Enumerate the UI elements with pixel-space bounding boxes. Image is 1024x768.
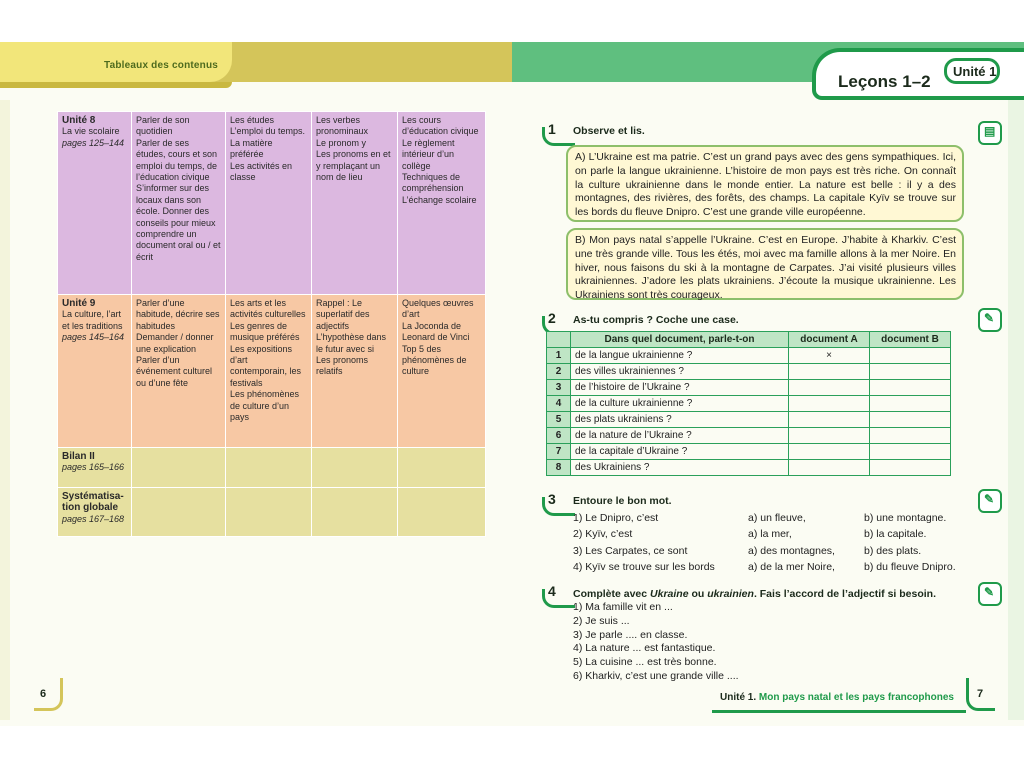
unit-pages: pages 125–144 xyxy=(62,137,125,148)
document-b-checkbox[interactable] xyxy=(870,444,951,460)
left-header-title: Tableaux des contenus xyxy=(104,60,219,71)
table-row xyxy=(547,364,951,380)
document-a-checkbox[interactable]: × xyxy=(789,348,870,364)
empty-cell xyxy=(312,448,398,488)
empty-cell xyxy=(398,488,486,537)
row-number: 5 xyxy=(547,412,571,428)
instruction-emphasis: ukrainien xyxy=(707,588,754,600)
question-item: 1) Le Dnipro, c’est xyxy=(573,512,659,524)
row-text: de la culture ukrainienne ? xyxy=(571,396,789,412)
left-header-underline xyxy=(0,82,232,88)
instruction-text: . Fais l’accord de l’adjectif si besoin. xyxy=(753,588,936,600)
row-number: 8 xyxy=(547,460,571,476)
document-b-checkbox[interactable] xyxy=(870,380,951,396)
grammar-cell: Rappel : Le superlatif des adjectifs L’hypothèse dans le futur avec si Les pronoms relatifs xyxy=(312,295,398,448)
document-a-checkbox[interactable] xyxy=(789,412,870,428)
question-item: 2) Kyïv, c’est xyxy=(573,528,633,541)
row-number: 3 xyxy=(547,380,571,396)
document-b-checkbox[interactable] xyxy=(870,428,951,444)
communication-cell: Parler de son quotidien Parler de ses études, cours et son emploi du temps, de l’éducation civique S’informer sur des locaux dans son école. Donner des conseils pour mieux comprendre un document oral ou / et écrit xyxy=(132,112,226,295)
document-a-checkbox[interactable] xyxy=(789,380,870,396)
table-row xyxy=(547,460,951,476)
document-b-checkbox[interactable] xyxy=(870,460,951,476)
unit-title: Unité 9 xyxy=(62,298,96,309)
row-text: de la nature de l’Ukraine ? xyxy=(571,428,789,444)
number-hook xyxy=(542,127,575,146)
culture-cell: Les cours d’éducation civique Le règlement intérieur d’un collège Techniques de compréhension L’échange scolaire xyxy=(398,112,486,295)
table-row-unit-9 xyxy=(58,295,486,448)
unit-cell xyxy=(58,488,132,537)
option-a[interactable]: a) des montagnes, xyxy=(748,544,835,557)
book-icon: ▤ xyxy=(978,121,1002,145)
exercise-number-label: 1 xyxy=(548,121,556,137)
question-item: 4) Kyïv se trouve sur les bords xyxy=(573,560,715,573)
unit-badge xyxy=(944,58,1000,84)
vocabulary-cell: Les études L’emploi du temps. La matière préférée Les activités en classe xyxy=(226,112,312,295)
row-text: des villes ukrainiennes ? xyxy=(571,364,789,380)
document-a-header: document A xyxy=(789,332,870,348)
list-item: 5) La cuisine ... est très bonne. xyxy=(573,656,717,669)
empty-cell xyxy=(226,488,312,537)
document-b-header: document B xyxy=(870,332,951,348)
unit-title: Bilan II xyxy=(62,451,95,462)
option-b[interactable]: b) des plats. xyxy=(864,544,922,557)
table-row xyxy=(547,428,951,444)
exercise-4-instruction xyxy=(573,588,936,600)
exercise-3-options-a xyxy=(748,510,835,575)
document-a-checkbox[interactable] xyxy=(789,428,870,444)
option-a[interactable]: a) la mer, xyxy=(748,528,792,541)
unit-cell xyxy=(58,448,132,488)
table-row-unit-8 xyxy=(58,112,486,295)
unit-title: Systématisa- tion globale xyxy=(62,491,124,514)
contents-table xyxy=(57,111,486,537)
list-item: 3) Je parle .... en classe. xyxy=(573,628,688,641)
option-b[interactable]: b) la capitale. xyxy=(864,528,927,541)
unit-subtitle: La culture, l’art et les traditions xyxy=(62,309,123,331)
row-text: des plats ukrainiens ? xyxy=(571,412,789,428)
instruction-emphasis: Ukraine xyxy=(650,588,689,600)
comprehension-table xyxy=(546,331,951,476)
table-row-bilan xyxy=(58,448,486,488)
number-hook xyxy=(542,589,575,608)
exercise-1-number xyxy=(546,123,576,145)
document-a-checkbox[interactable] xyxy=(789,364,870,380)
instruction-text: ou xyxy=(688,588,708,600)
list-item: 6) Kharkiv, c’est une grande ville .... xyxy=(573,669,739,682)
footer-unit-title: Mon pays natal et les pays francophones xyxy=(758,692,954,703)
list-item: 1) Ma famille vit en ... xyxy=(573,601,673,613)
unit-badge-label: Unité 1 xyxy=(953,64,997,79)
page-number-right: 7 xyxy=(977,688,984,700)
question-item: 3) Les Carpates, ce sont xyxy=(573,544,688,557)
empty-cell xyxy=(398,448,486,488)
text-b: B) Mon pays natal s’appelle l’Ukraine. C’est en Europe. J’habite à Kharkiv. C’est une très grande ville. Tous les étés, moi avec ma famille allons à la mer Noire. En hiver, nous faisons du ski à la montagne de Carpates. J’ai visité plusieurs villes ukrainiennes. J’adore les plats ukrainiens. J’écoute la musique ukrainienne. Les Ukrainiens sont très courageux. xyxy=(566,228,964,300)
row-text: des Ukrainiens ? xyxy=(571,460,789,476)
unit-subtitle: La vie scolaire xyxy=(62,126,120,137)
document-a-checkbox[interactable] xyxy=(789,444,870,460)
footer-unit: Unité 1. xyxy=(720,692,757,703)
footer-title xyxy=(720,692,954,703)
empty-cell xyxy=(312,488,398,537)
unit-pages: pages 145–164 xyxy=(62,332,125,343)
table-row xyxy=(547,396,951,412)
exercise-3-instruction: Entoure le bon mot. xyxy=(573,495,672,507)
lessons-title: Leçons 1–2 xyxy=(838,72,931,91)
pencil-icon: ✎ xyxy=(978,582,1002,606)
row-text: de l’histoire de l’Ukraine ? xyxy=(571,380,789,396)
list-item: 4) La nature ... est fantastique. xyxy=(573,642,716,655)
document-b-checkbox[interactable] xyxy=(870,348,951,364)
pencil-icon: ✎ xyxy=(978,489,1002,513)
unit-title: Unité 8 xyxy=(62,115,96,126)
pencil-icon: ✎ xyxy=(978,308,1002,332)
exercise-3-options-b xyxy=(864,510,956,575)
list-item: 2) Je suis ... xyxy=(573,614,630,627)
table-row xyxy=(547,444,951,460)
document-a-checkbox[interactable] xyxy=(789,460,870,476)
unit-cell xyxy=(58,112,132,295)
table-row-systematisation xyxy=(58,488,486,537)
table-row xyxy=(547,348,951,364)
unit-pages: pages 167–168 xyxy=(62,513,125,524)
row-text: de la capitale d’Ukraine ? xyxy=(571,444,789,460)
document-a-checkbox[interactable] xyxy=(789,396,870,412)
unit-pages: pages 165–166 xyxy=(62,462,125,473)
row-number: 7 xyxy=(547,444,571,460)
vocabulary-cell: Les arts et les activités culturelles Les genres de musique préférés Les expositions d’art contemporain, les festivals Les phénomènes de culture d’un pays xyxy=(226,295,312,448)
option-b[interactable]: b) une montagne. xyxy=(864,512,947,524)
instruction-text: Complète avec xyxy=(573,588,651,600)
exercise-3-number xyxy=(546,493,576,515)
row-number: 2 xyxy=(547,364,571,380)
exercise-3-questions xyxy=(573,510,715,575)
left-edge-strip xyxy=(0,100,10,720)
blank-header xyxy=(547,332,571,348)
exercise-number-label: 3 xyxy=(548,491,556,507)
footer-underline xyxy=(712,710,966,713)
exercise-number-label: 2 xyxy=(548,310,556,326)
question-header: Dans quel document, parle-t-on xyxy=(571,332,789,348)
table-header-row xyxy=(547,332,951,348)
document-b-checkbox[interactable] xyxy=(870,364,951,380)
grammar-cell: Les verbes pronominaux Le pronom y Les pronoms en et y remplaçant un nom de lieu xyxy=(312,112,398,295)
exercise-1-instruction: Observe et lis. xyxy=(573,125,645,137)
option-a[interactable]: a) un fleuve, xyxy=(748,512,806,524)
exercise-4-items xyxy=(573,601,739,684)
page-number-hook-left xyxy=(34,678,63,711)
empty-cell xyxy=(132,488,226,537)
table-row xyxy=(547,412,951,428)
exercise-2-instruction: As-tu compris ? Coche une case. xyxy=(573,314,739,326)
exercise-number-label: 4 xyxy=(548,583,556,599)
culture-cell: Quelques œuvres d’art La Joconda de Leonard de Vinci Top 5 des phénomènes de culture xyxy=(398,295,486,448)
text-a: A) L’Ukraine est ma patrie. C’est un grand pays avec des gens sympathiques. Ici, on parle la langue ukrainienne. L’histoire de mon pays est très riche. On connaît la culture ukrainienne dans le monde entier. La nature est belle : il y a des montagnes, des rivières, des forêts, des champs. La capitale Kyïv se trouve sur les bords du fleuve Dnipro. C’est une grande ville européenne. xyxy=(566,145,964,222)
number-hook xyxy=(542,497,575,516)
communication-cell: Parler d’une habitude, décrire ses habitudes Demander / donner une explication Parler d’un événement culturel ou d’une fête xyxy=(132,295,226,448)
document-b-checkbox[interactable] xyxy=(870,396,951,412)
row-number: 1 xyxy=(547,348,571,364)
right-edge-strip xyxy=(1008,100,1024,720)
document-b-checkbox[interactable] xyxy=(870,412,951,428)
empty-cell xyxy=(226,448,312,488)
table-row xyxy=(547,380,951,396)
exercise-4-number xyxy=(546,585,576,607)
row-number: 6 xyxy=(547,428,571,444)
row-text: de la langue ukrainienne ? xyxy=(571,348,789,364)
option-a[interactable]: a) de la mer Noire, xyxy=(748,560,835,573)
page-number-left: 6 xyxy=(40,688,47,700)
option-b[interactable]: b) du fleuve Dnipro. xyxy=(864,560,956,573)
empty-cell xyxy=(132,448,226,488)
row-number: 4 xyxy=(547,396,571,412)
unit-cell xyxy=(58,295,132,448)
